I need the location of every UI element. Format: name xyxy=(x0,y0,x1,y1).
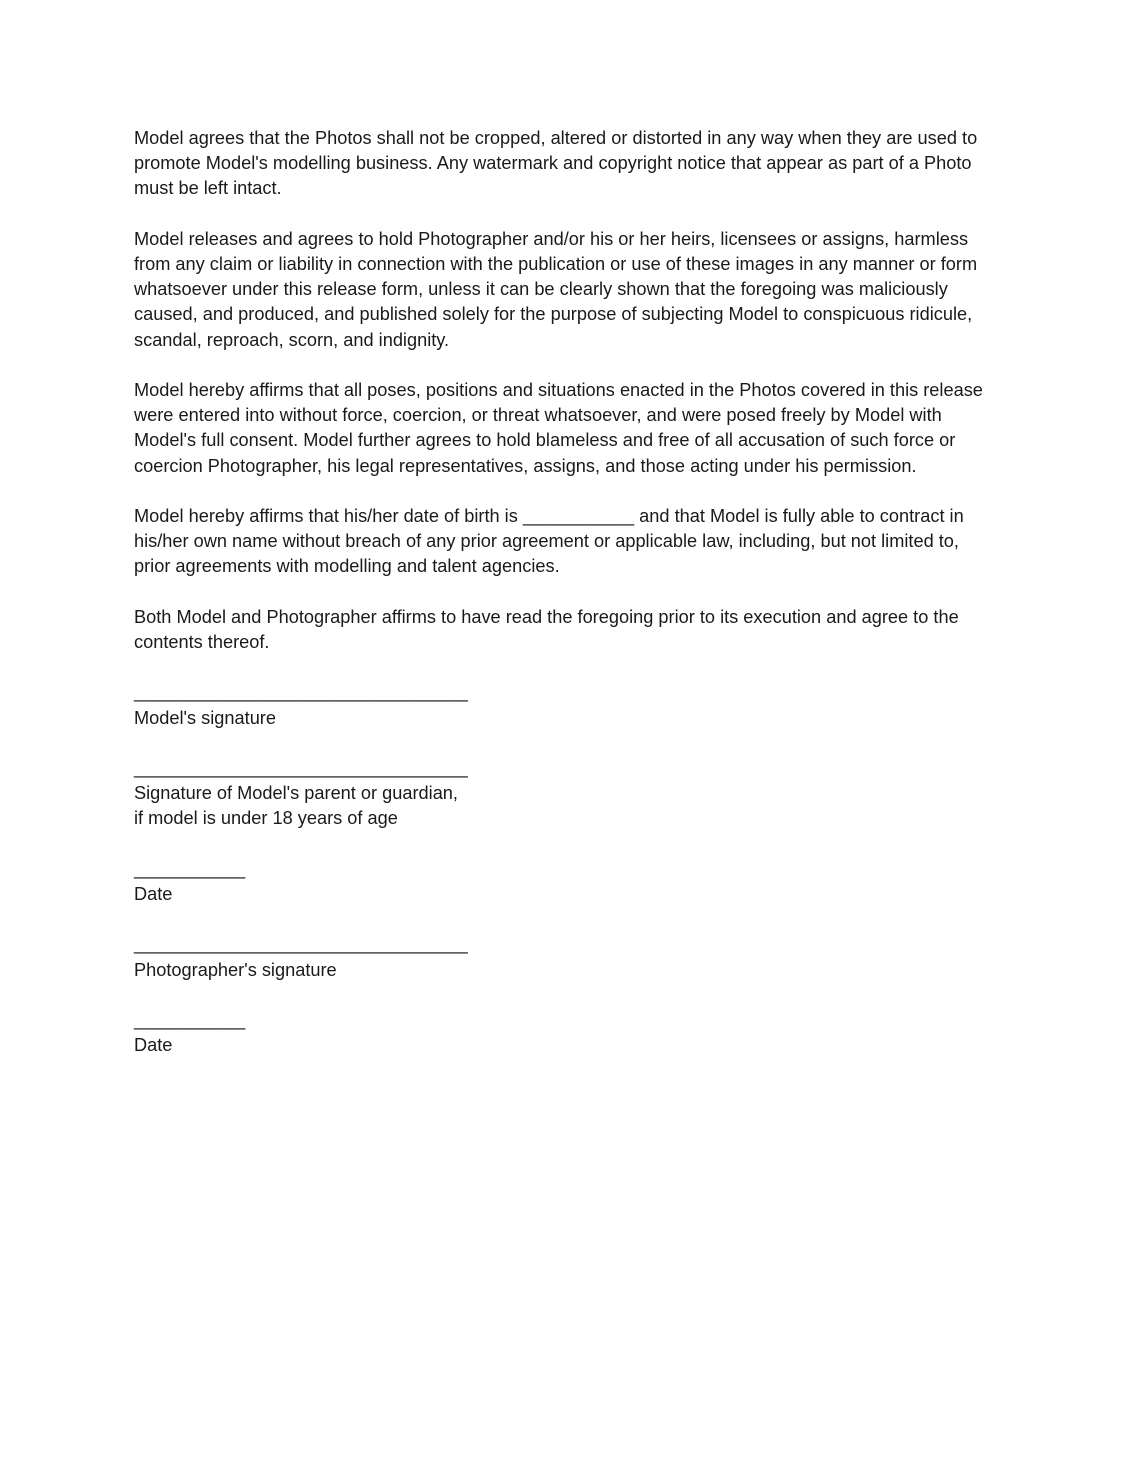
paragraph-line: coercion Photographer, his legal representatives, assigns, and those acting under his permission. xyxy=(134,455,917,476)
paragraph-line: Model releases and agrees to hold Photographer and/or his or her heirs, licensees or assigns, harmless xyxy=(134,228,969,249)
guardian-signature-line[interactable]: _________________________________ xyxy=(134,757,468,778)
model-date-block xyxy=(134,857,1014,907)
photographer-signature-line[interactable]: _________________________________ xyxy=(134,934,468,955)
photographer-date-block xyxy=(134,1008,1014,1058)
paragraph-line: contents thereof. xyxy=(134,632,270,652)
guardian-signature-label: Signature of Model's parent or guardian, xyxy=(134,783,458,804)
model-signature-label: Model's signature xyxy=(134,707,276,728)
model-date-line[interactable]: ___________ xyxy=(134,858,246,879)
paragraph-line: caused, and produced, and published solely for the purpose of subjecting Model to conspicuous ridicule, xyxy=(134,304,973,325)
guardian-signature-block xyxy=(134,756,1014,832)
paragraph-consent xyxy=(134,378,1014,479)
photographer-signature-block xyxy=(134,932,1014,982)
photographer-date-line[interactable]: ___________ xyxy=(134,1009,246,1030)
paragraph-line: scandal, reproach, scorn, and indignity. xyxy=(134,329,450,350)
model-signature-line[interactable]: _________________________________ xyxy=(134,682,468,703)
paragraph-photo-integrity xyxy=(134,126,1014,202)
paragraph-line: Model hereby affirms that all poses, positions and situations enacted in the Photos covered in this release xyxy=(134,380,983,400)
paragraph-acknowledgement xyxy=(134,605,1014,655)
guardian-signature-label-note: if model is under 18 years of age xyxy=(134,808,398,829)
paragraph-line: from any claim or liability in connection with the publication or use of these images in any manner or form xyxy=(134,254,978,274)
paragraph-line: Model hereby affirms that his/her date of birth is ___________ and that Model is fully able to contract in xyxy=(134,506,964,526)
paragraph-line: prior agreements with modelling and talent agencies. xyxy=(134,556,560,577)
paragraph-date-of-birth xyxy=(134,504,1014,580)
paragraph-release-liability xyxy=(134,227,1014,353)
paragraph-line: Both Model and Photographer affirms to have read the foregoing prior to its execution and agree to the xyxy=(134,606,959,627)
document-body xyxy=(134,126,1014,1083)
paragraph-line: whatsoever under this release form, unless it can be clearly shown that the foregoing was maliciously xyxy=(134,279,948,300)
paragraph-line: must be left intact. xyxy=(134,178,282,199)
model-date-label: Date xyxy=(134,883,173,904)
paragraph-line: Model's full consent. Model further agrees to hold blameless and free of all accusation of such force or xyxy=(134,430,956,451)
photographer-date-label: Date xyxy=(134,1035,173,1056)
paragraph-line: promote Model's modelling business. Any watermark and copyright notice that appear as part of a Photo xyxy=(134,153,972,174)
model-signature-block xyxy=(134,680,1014,730)
paragraph-line: were entered into without force, coercion, or threat whatsoever, and were posed freely by Model with xyxy=(134,405,942,426)
photographer-signature-label: Photographer's signature xyxy=(134,959,337,980)
paragraph-line: his/her own name without breach of any prior agreement or applicable law, including, but not limited to, xyxy=(134,531,959,552)
paragraph-line: Model agrees that the Photos shall not be cropped, altered or distorted in any way when they are used to xyxy=(134,128,978,148)
